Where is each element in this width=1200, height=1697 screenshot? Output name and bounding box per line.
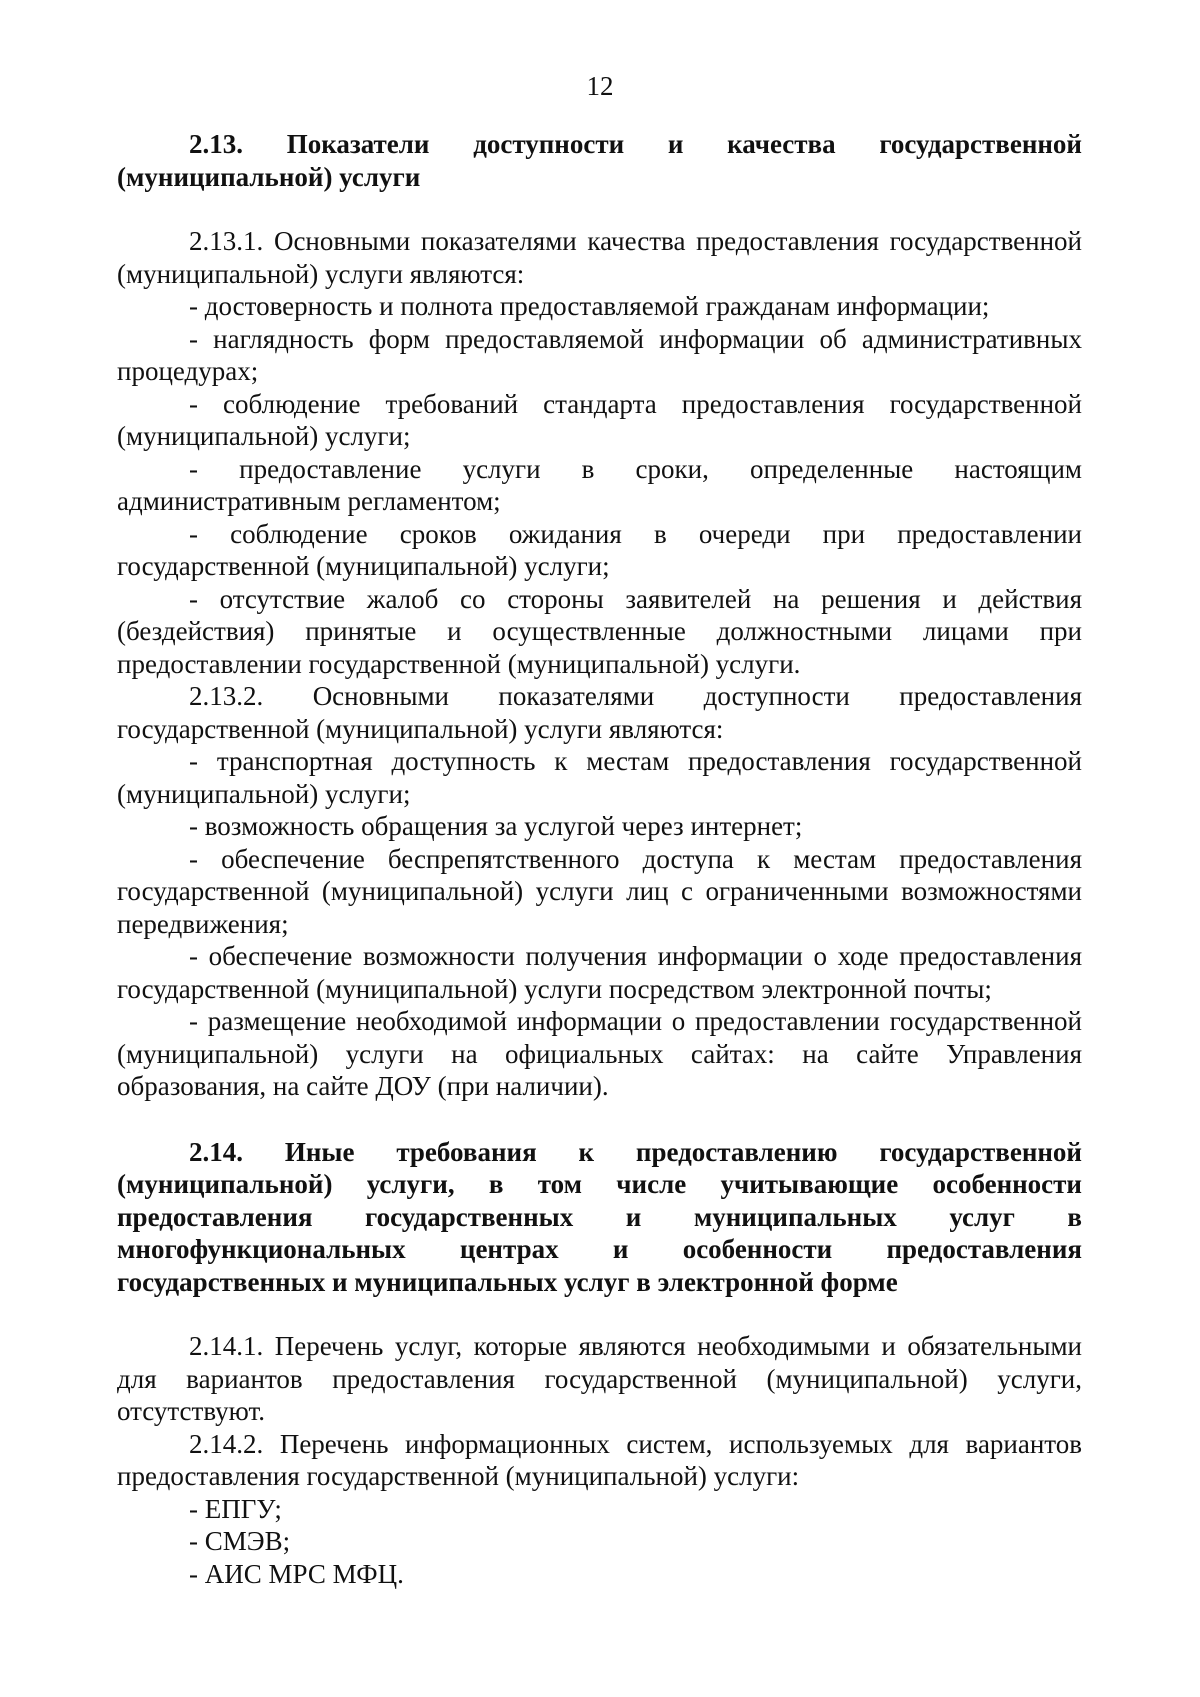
paragraph-2-14-2: 2.14.2. Перечень информационных систем, используемых для вариантов предоставления государственной (муниципальной) услуги: xyxy=(117,1428,1082,1491)
list-item: - достоверность и полнота предоставляемой гражданам информации; xyxy=(189,291,990,321)
list-item: - соблюдение требований стандарта предоставления государственной (муниципальной) услуги; xyxy=(117,388,1082,451)
list-item: - АИС МРС МФЦ. xyxy=(189,1558,404,1589)
list-item: - СМЭВ; xyxy=(189,1526,291,1556)
paragraph-2-14-1: 2.14.1. Перечень услуг, которые являются необходимыми и обязательными для вариантов предоставления государственной (муниципальной) услуги, отсутствуют. xyxy=(117,1331,1082,1426)
section-heading-2-14: 2.14. Иные требования к предоставлению государственной (муниципальной) услуги, в том числе учитывающие особенности предоставления государственных и муниципальных услуг в многофункциональных центрах и особенности предоставления государственных и муниципальных услуг в электронной форме xyxy=(117,1136,1082,1297)
list-item: - обеспечение беспрепятственного доступа к местам предоставления государственной (муниципальной) услуги лиц с ограниченными возможностями передвижения; xyxy=(117,843,1082,939)
list-item: - обеспечение возможности получения информации о ходе предоставления государственной (муниципальной) услуги посредством электронной почты; xyxy=(117,941,1082,1004)
paragraph-2-13-2: 2.13.2. Основными показателями доступности предоставления государственной (муниципальной) услуги являются: xyxy=(117,681,1082,744)
list-item: - наглядность форм предоставляемой информации об административных процедурах; xyxy=(117,323,1082,386)
document-body xyxy=(117,128,1082,1590)
list-item: - отсутствие жалоб со стороны заявителей на решения и действия (бездействия) принятые и осуществленные должностными лицами при предоставлении государственной (муниципальной) услуги. xyxy=(117,583,1082,679)
list-item: - возможность обращения за услугой через интернет; xyxy=(189,811,803,841)
list-item: - соблюдение сроков ожидания в очереди при предоставлении государственной (муниципальной) услуги; xyxy=(117,518,1082,581)
section-heading-2-13: 2.13. Показатели доступности и качества государственной (муниципальной) услуги xyxy=(117,129,1082,192)
list-item: - размещение необходимой информации о предоставлении государственной (муниципальной) услуги на официальных сайтах: на сайте Управления образования, на сайте ДОУ (при наличии). xyxy=(117,1006,1082,1101)
list-item: - транспортная доступность к местам предоставления государственной (муниципальной) услуги; xyxy=(117,746,1082,809)
list-item: - предоставление услуги в сроки, определенные настоящим административным регламентом; xyxy=(117,453,1082,516)
page-number: 12 xyxy=(586,71,614,101)
paragraph-2-13-1: 2.13.1. Основными показателями качества предоставления государственной (муниципальной) услуги являются: xyxy=(117,226,1082,289)
list-item: - ЕПГУ; xyxy=(189,1493,282,1524)
